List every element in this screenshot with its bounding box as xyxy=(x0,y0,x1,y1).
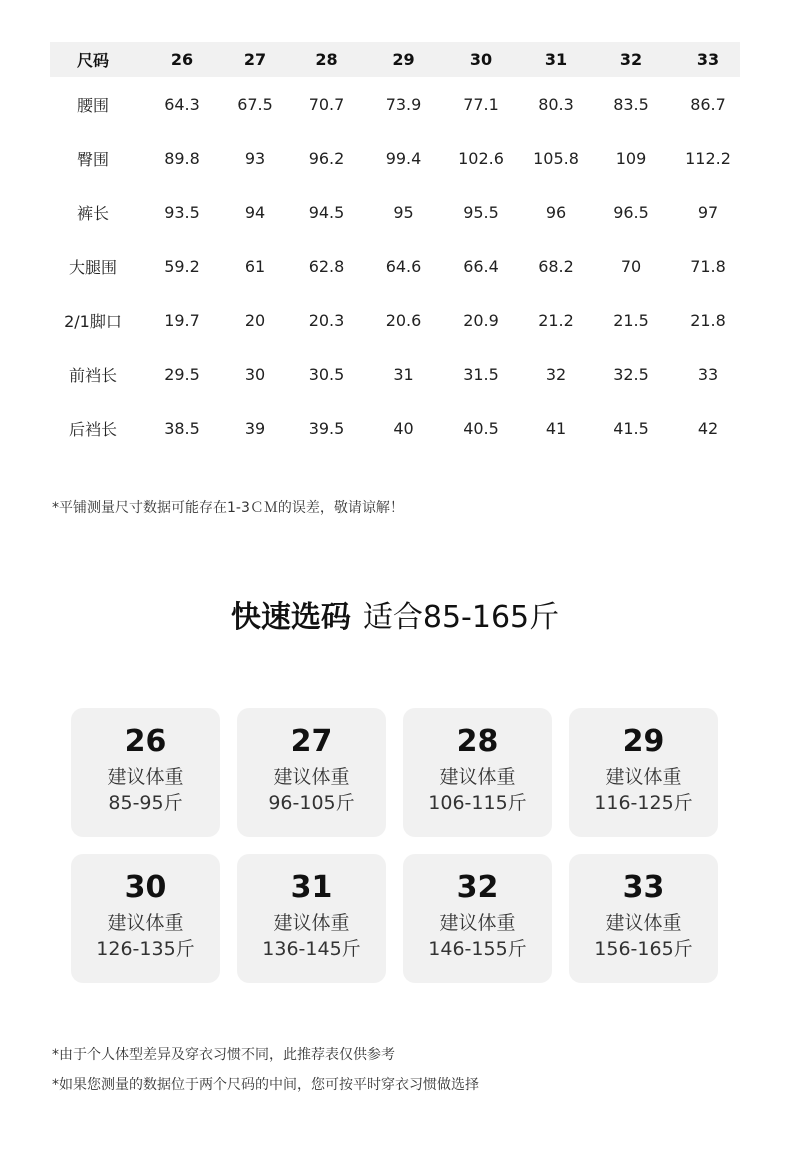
table-cell: 41 xyxy=(545,418,567,438)
table-cell: 68.2 xyxy=(538,256,574,276)
size-card xyxy=(237,708,386,837)
header-size: 32 xyxy=(619,50,643,69)
table-cell: 109 xyxy=(615,148,647,168)
size-card xyxy=(71,854,220,983)
header-size: 26 xyxy=(170,50,194,69)
header-size: 30 xyxy=(469,50,493,69)
table-cell: 40 xyxy=(393,418,414,438)
table-cell: 21.5 xyxy=(613,310,649,330)
card-weight-range: 136-145斤 xyxy=(262,938,361,960)
table-cell: 39 xyxy=(244,418,266,438)
quick-select-subtitle: 适合85-165斤 xyxy=(362,600,560,635)
size-recommendation-grid xyxy=(71,708,719,983)
table-row xyxy=(50,347,740,401)
card-size: 30 xyxy=(124,870,167,905)
card-weight-range: 106-115斤 xyxy=(428,792,527,814)
table-cell: 61 xyxy=(244,256,266,276)
table-cell: 39.5 xyxy=(308,418,345,438)
table-cell: 20 xyxy=(244,310,266,330)
table-cell: 64.3 xyxy=(164,94,200,114)
table-cell: 30 xyxy=(244,364,266,384)
table-cell: 95.5 xyxy=(463,202,499,222)
table-cell: 73.9 xyxy=(385,94,422,114)
header-size: 31 xyxy=(544,50,568,69)
table-cell: 30.5 xyxy=(308,364,345,384)
table-cell: 96 xyxy=(545,202,567,222)
card-weight-range: 96-105斤 xyxy=(268,792,355,814)
size-card xyxy=(569,708,718,837)
table-row xyxy=(50,293,740,347)
table-cell: 38.5 xyxy=(164,418,200,438)
row-label: 臀围 xyxy=(76,149,109,169)
table-cell: 32.5 xyxy=(613,364,649,384)
card-label: 建议体重 xyxy=(439,766,516,788)
card-size: 28 xyxy=(456,724,499,759)
card-size: 27 xyxy=(290,724,333,759)
size-table-header xyxy=(50,42,740,77)
table-row xyxy=(50,77,740,131)
header-size: 29 xyxy=(392,50,415,69)
row-label: 前裆长 xyxy=(68,365,117,385)
card-label: 建议体重 xyxy=(605,766,682,788)
table-cell: 95 xyxy=(393,202,414,222)
card-size: 29 xyxy=(622,724,665,759)
header-size: 27 xyxy=(243,50,267,69)
table-cell: 20.6 xyxy=(385,310,422,330)
table-cell: 21.8 xyxy=(690,310,726,330)
table-cell: 102.6 xyxy=(458,148,504,168)
table-cell: 86.7 xyxy=(690,94,726,114)
table-row xyxy=(50,131,740,185)
table-row xyxy=(50,185,740,239)
card-label: 建议体重 xyxy=(273,766,350,788)
table-cell: 33 xyxy=(697,364,719,384)
row-label: 2/1脚口 xyxy=(64,311,122,331)
table-cell: 112.2 xyxy=(685,148,731,168)
header-size: 28 xyxy=(315,50,338,69)
card-label: 建议体重 xyxy=(107,912,184,934)
table-cell: 64.6 xyxy=(385,256,422,276)
table-cell: 105.8 xyxy=(533,148,579,168)
table-cell: 89.8 xyxy=(164,148,200,168)
quick-select-title xyxy=(0,592,790,636)
table-cell: 40.5 xyxy=(463,418,499,438)
card-size: 33 xyxy=(622,870,665,905)
table-cell: 67.5 xyxy=(237,94,273,114)
row-label: 裤长 xyxy=(76,203,109,223)
table-cell: 94 xyxy=(244,202,266,222)
card-size: 31 xyxy=(290,870,333,905)
table-cell: 19.7 xyxy=(164,310,200,330)
card-label: 建议体重 xyxy=(273,912,350,934)
card-weight-range: 156-165斤 xyxy=(594,938,693,960)
table-cell: 97 xyxy=(697,202,719,222)
table-row xyxy=(50,401,740,455)
size-card xyxy=(403,854,552,983)
table-cell: 31 xyxy=(393,364,414,384)
table-cell: 21.2 xyxy=(538,310,574,330)
table-cell: 80.3 xyxy=(538,94,574,114)
row-label: 腰围 xyxy=(76,95,109,115)
size-card xyxy=(237,854,386,983)
table-cell: 71.8 xyxy=(690,256,726,276)
table-cell: 20.9 xyxy=(463,310,499,330)
quick-select-heading: 快速选码 xyxy=(230,600,351,635)
card-weight-range: 85-95斤 xyxy=(108,792,183,814)
card-size: 26 xyxy=(124,724,167,759)
row-label: 大腿围 xyxy=(68,257,117,277)
table-cell: 99.4 xyxy=(385,148,422,168)
table-cell: 66.4 xyxy=(463,256,499,276)
table-cell: 32 xyxy=(545,364,567,384)
table-cell: 83.5 xyxy=(613,94,649,114)
card-label: 建议体重 xyxy=(107,766,184,788)
table-cell: 62.8 xyxy=(308,256,345,276)
size-table xyxy=(50,42,740,455)
table-cell: 77.1 xyxy=(463,94,499,114)
table-cell: 70.7 xyxy=(308,94,345,114)
table-cell: 70 xyxy=(620,256,642,276)
measurement-note: *平铺测量尺寸数据可能存在1-3ＣＭ的误差，敬请谅解！ xyxy=(52,500,404,516)
table-cell: 96.5 xyxy=(613,202,649,222)
header-label: 尺码 xyxy=(76,51,109,70)
footnote-reference: *由于个人体型差异及穿衣习惯不同，此推荐表仅供参考 xyxy=(52,1047,395,1063)
footnote-between-sizes: *如果您测量的数据位于两个尺码的中间，您可按平时穿衣习惯做选择 xyxy=(52,1077,479,1093)
table-cell: 20.3 xyxy=(308,310,345,330)
size-card xyxy=(403,708,552,837)
table-cell: 93 xyxy=(244,148,266,168)
row-label: 后裆长 xyxy=(68,419,117,439)
card-weight-range: 146-155斤 xyxy=(428,938,527,960)
size-card xyxy=(569,854,718,983)
card-weight-range: 126-135斤 xyxy=(96,938,195,960)
table-cell: 94.5 xyxy=(308,202,345,222)
card-label: 建议体重 xyxy=(605,912,682,934)
table-cell: 96.2 xyxy=(308,148,345,168)
card-label: 建议体重 xyxy=(439,912,516,934)
size-card xyxy=(71,708,220,837)
header-size: 33 xyxy=(696,50,720,69)
card-weight-range: 116-125斤 xyxy=(594,792,693,814)
table-cell: 29.5 xyxy=(164,364,200,384)
table-row xyxy=(50,239,740,293)
table-cell: 31.5 xyxy=(463,364,499,384)
table-cell: 41.5 xyxy=(613,418,649,438)
table-cell: 42 xyxy=(697,418,719,438)
table-cell: 59.2 xyxy=(164,256,200,276)
table-cell: 93.5 xyxy=(164,202,200,222)
card-size: 32 xyxy=(456,870,499,905)
